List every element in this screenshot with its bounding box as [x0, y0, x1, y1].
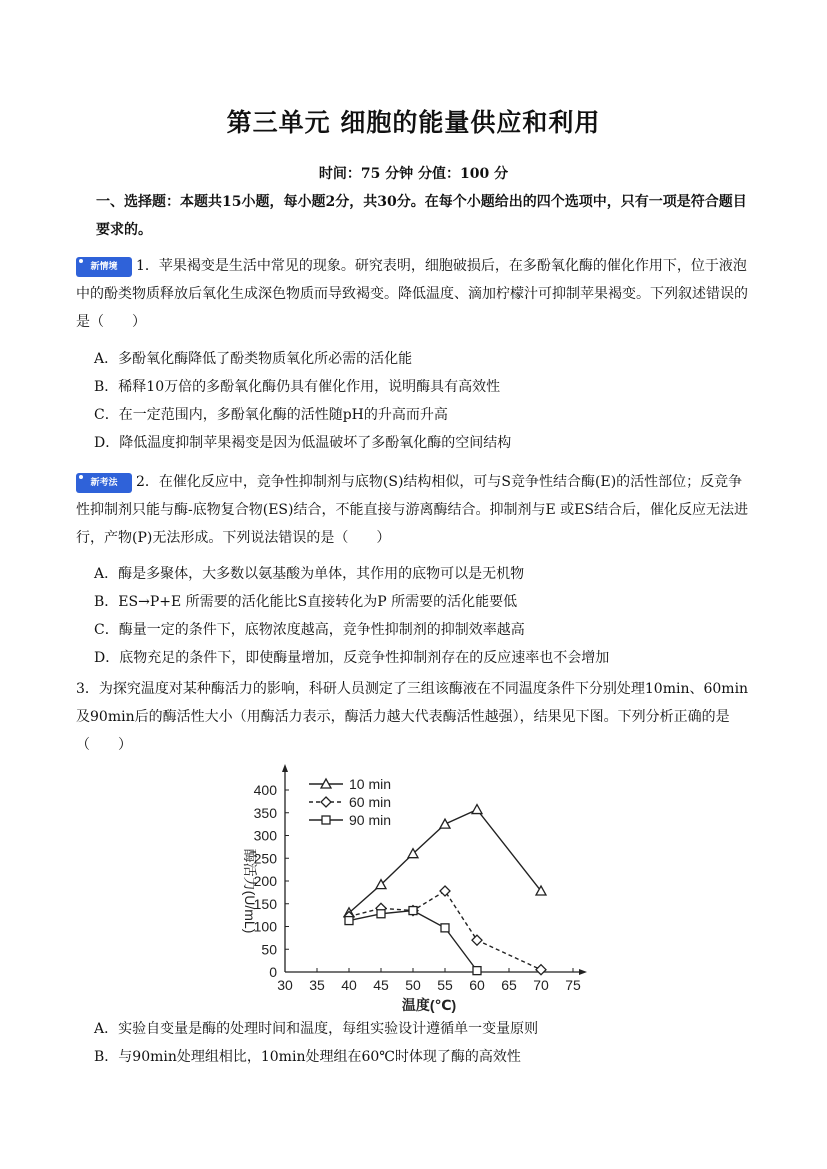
x-tick-label: 65 [501, 977, 517, 993]
q1-option-a: A．多酚氧化酶降低了酚类物质氧化所必需的活化能 [94, 351, 413, 367]
y-tick-label: 50 [261, 941, 277, 958]
x-tick-label: 45 [373, 977, 389, 993]
new-context-badge: 新情境 [76, 257, 132, 277]
x-tick-label: 70 [533, 977, 549, 993]
exam-info: 时间：75 分钟 分值：100 分 [318, 166, 509, 182]
x-tick-label: 75 [565, 977, 581, 993]
section-heading: 一、选择题：本题共15小题，每小题2分，共30分。在每个小题给出的四个选项中，只有一项是符合题目要求的。 [96, 194, 747, 238]
q3-option-a: A．实验自变量是酶的处理时间和温度，每组实验设计遵循单一变量原则 [94, 1021, 539, 1037]
q2-option-c: C．酶量一定的条件下，底物浓度越高，竞争性抑制剂的抑制效率越高 [94, 622, 525, 638]
data-point-60min [440, 886, 450, 896]
data-point-90min [409, 907, 417, 915]
x-tick-label: 50 [405, 977, 421, 993]
data-point-60min [472, 935, 482, 945]
series-line-90min [349, 911, 477, 971]
legend-label-10min: 10 min [349, 776, 392, 792]
y-tick-label: 350 [253, 804, 277, 821]
data-point-90min [473, 967, 481, 975]
legend-marker-90min [322, 816, 330, 824]
y-axis-arrow [282, 764, 288, 772]
question-2-stem: 新考法 2．在催化反应中，竞争性抑制剂与底物(S)结构相似，可与S竞争性结合酶(E)的活性部位；反竞争性抑制剂只能与酶-底物复合物(ES)结合，不能直接与游离酶结合。抑制剂与E 或ES结合后，催化反应无法进行，产物(P)无法形成。下列说法错误的是（ ） [76, 474, 748, 546]
y-tick-label: 400 [253, 782, 277, 798]
data-point-60min [536, 965, 546, 975]
y-tick-label: 0 [269, 964, 277, 980]
page-title: 第三单元 细胞的能量供应和利用 [226, 108, 601, 137]
x-tick-label: 60 [469, 977, 485, 993]
x-tick-label: 35 [309, 977, 325, 993]
x-tick-label: 40 [341, 977, 357, 993]
q1-option-d: D．降低温度抑制苹果褐变是因为低温破坏了多酚氧化酶的空间结构 [94, 435, 512, 451]
legend-marker-60min [321, 797, 331, 807]
y-tick-label: 100 [253, 918, 277, 935]
y-tick-label: 250 [253, 850, 277, 867]
data-point-90min [441, 924, 449, 932]
data-point-10min [440, 819, 450, 828]
legend-label-60min: 60 min [349, 794, 392, 810]
data-point-90min [377, 910, 385, 918]
y-tick-label: 150 [253, 895, 277, 912]
new-method-badge: 新考法 [76, 473, 132, 493]
q2-option-a: A．酶是多聚体，大多数以氨基酸为单体，其作用的底物可以是无机物 [94, 566, 525, 582]
x-axis-arrow [579, 969, 587, 975]
enzyme-activity-chart [225, 760, 610, 1015]
data-point-90min [345, 917, 353, 925]
question-3-stem: 3．为探究温度对某种酶活力的影响，科研人员测定了三组该酶液在不同温度条件下分别处理10min、60min及90min后的酶活性大小（用酶活力表示，酶活力越大代表酶活性越强），结果见下图。下列分析正确的是（ ） [76, 681, 749, 753]
q2-option-d: D．底物充足的条件下，即使酶量增加，反竞争性抑制剂存在的反应速率也不会增加 [94, 650, 610, 666]
question-1-stem: 新情境 1．苹果褐变是生活中常见的现象。研究表明，细胞破损后，在多酚氧化酶的催化作用下，位于液泡中的酚类物质释放后氧化生成深色物质而导致褐变。降低温度、滴加柠檬汁可抑制苹果褐变。下列叙述错误的是（ ） [76, 258, 748, 330]
x-tick-label: 55 [437, 977, 453, 993]
q3-option-b: B．与90min处理组相比，10min处理组在60℃时体现了酶的高效性 [94, 1049, 521, 1065]
y-axis-label: 酶活力(U/mL) [242, 848, 258, 934]
q2-option-b: B．ES→P+E 所需要的活化能比S直接转化为P 所需要的活化能要低 [94, 594, 518, 610]
x-tick-label: 30 [277, 977, 293, 993]
q1-option-c: C．在一定范围内，多酚氧化酶的活性随pH的升高而升高 [94, 407, 448, 423]
data-point-10min [472, 805, 482, 814]
q1-option-b: B．稀释10万倍的多酚氧化酶仍具有催化作用，说明酶具有高效性 [94, 379, 501, 395]
legend-label-90min: 90 min [349, 812, 392, 828]
x-axis-label: 温度(℃) [401, 997, 457, 1013]
y-tick-label: 300 [253, 827, 277, 844]
y-tick-label: 200 [253, 873, 277, 889]
